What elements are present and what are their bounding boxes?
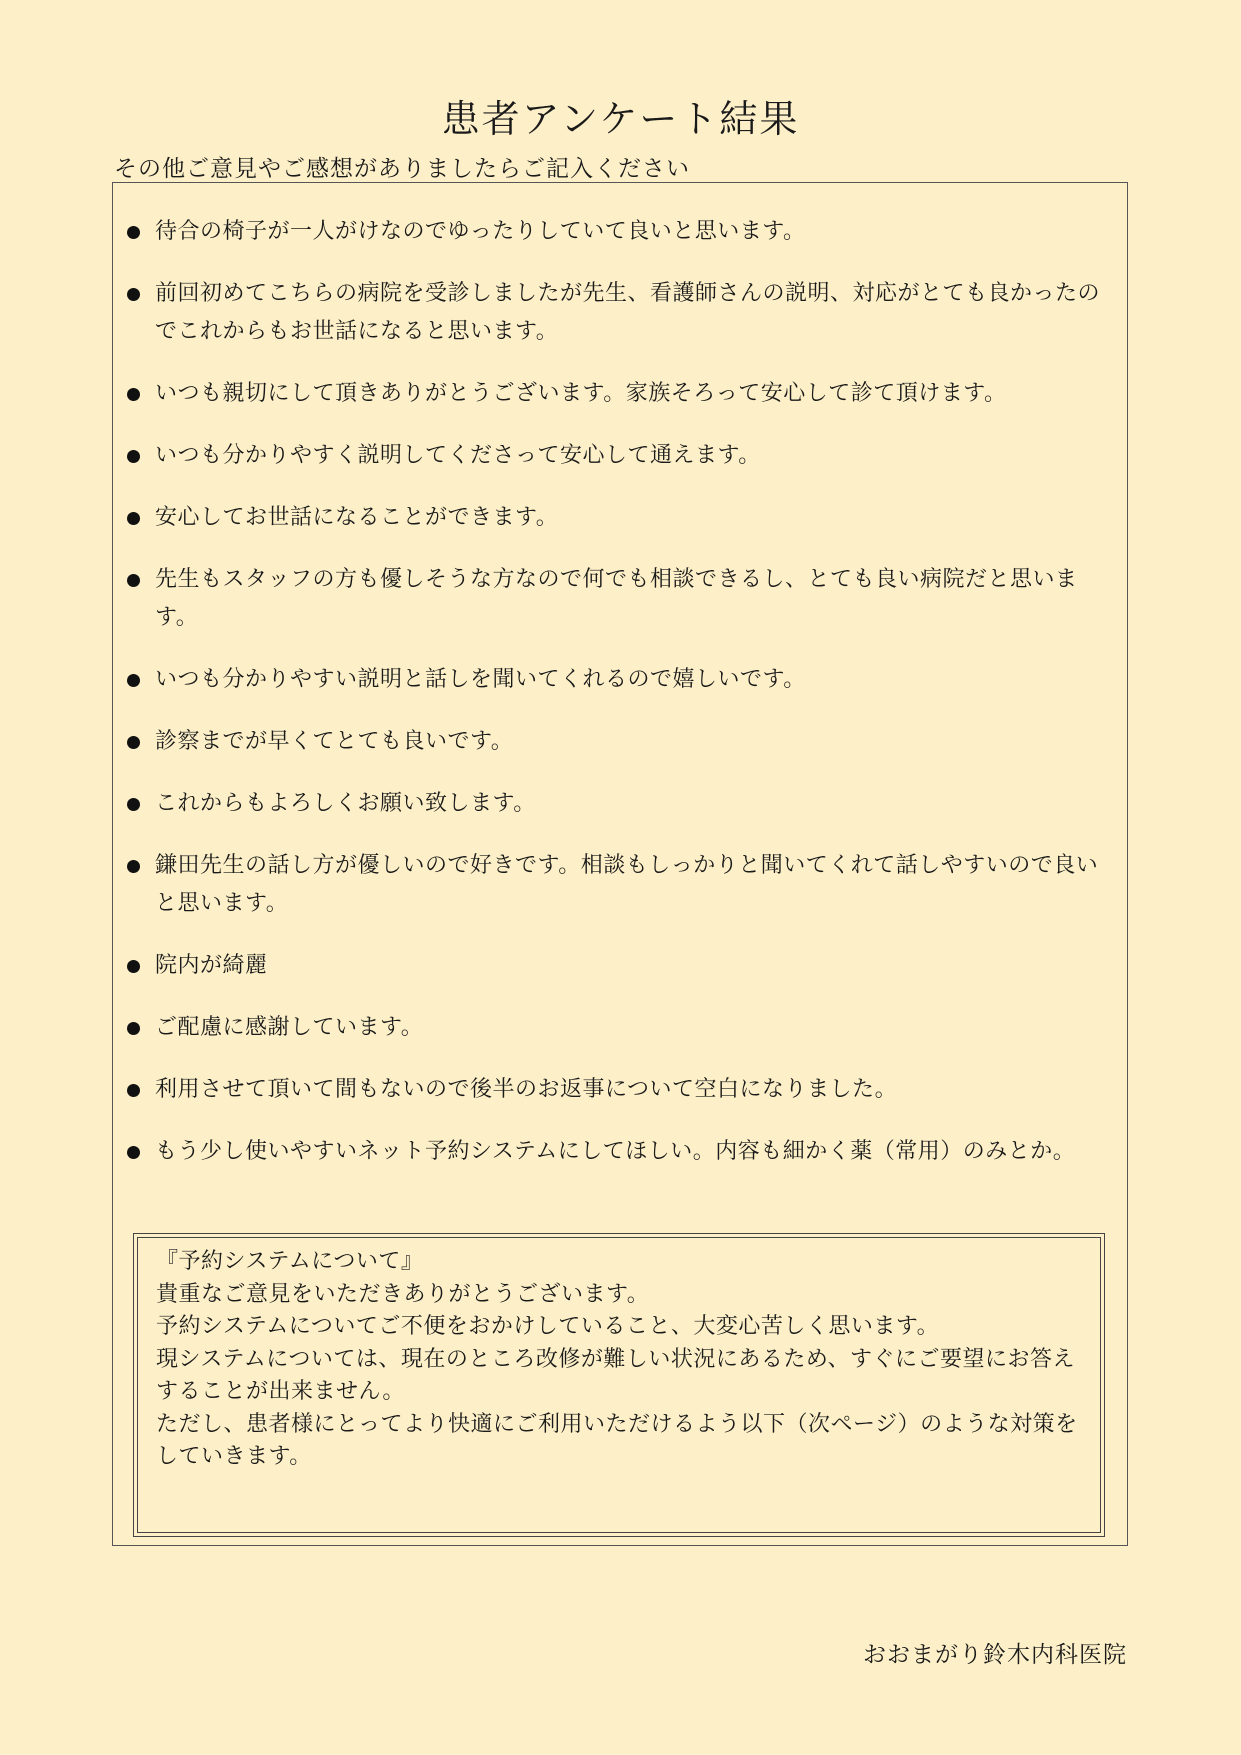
comment-text: いつも親切にして頂きありがとうございます。家族そろって安心して診て頂けます。: [155, 381, 1007, 406]
comment-item: [127, 661, 1117, 699]
comment-text: 利用させて頂いて間もないので後半のお返事について空白になりました。: [155, 1077, 898, 1102]
bullet-icon: [127, 288, 140, 301]
comment-text: 診察までが早くてとても良いです。: [155, 729, 514, 754]
reply-heading: 『予約システムについて』: [156, 1249, 424, 1274]
clinic-reply-content: [137, 1237, 1101, 1533]
bullet-icon: [127, 736, 140, 749]
comment-text: 鎌田先生の話し方が優しいので好きです。相談もしっかりと聞いてくれて話しやすいので良いと思います。: [155, 853, 1099, 916]
bullet-icon: [127, 226, 140, 239]
comment-text: 安心してお世話になることができます。: [155, 505, 559, 530]
comment-item: [127, 561, 1117, 637]
reply-line: ただし、患者様にとってより快適にご利用いただけるよう以下（次ページ）のような対策をしていきます。: [156, 1411, 1078, 1469]
comments-box: [112, 182, 1128, 1546]
bullet-icon: [127, 860, 140, 873]
comment-item: [127, 213, 1117, 251]
comment-item: [127, 847, 1117, 923]
bullet-icon: [127, 1146, 140, 1159]
comment-list: [127, 183, 1117, 1195]
reply-line: 貴重なご意見をいただきありがとうございます。: [156, 1281, 650, 1307]
bullet-icon: [127, 1022, 140, 1035]
comment-text: いつも分かりやすい説明と話しを聞いてくれるので嬉しいです。: [155, 667, 806, 692]
bullet-icon: [127, 388, 140, 401]
bullet-icon: [127, 512, 140, 525]
comment-text: ご配慮に感謝しています。: [155, 1015, 424, 1040]
survey-question: その他ご意見やご感想がありましたらご記入ください: [114, 156, 690, 182]
comment-item: [127, 499, 1117, 537]
reply-line: 予約システムについてご不便をおかけしていること、大変心苦しく思います。: [156, 1314, 940, 1339]
comment-item: [127, 1133, 1117, 1171]
reply-line: 現システムについては、現在のところ改修が難しい状況にあるため、すぐにご要望にお答えすることが出来ません。: [156, 1346, 1075, 1404]
bullet-icon: [127, 1084, 140, 1097]
comment-item: [127, 275, 1117, 351]
comment-item: [127, 785, 1117, 823]
clinic-reply-box: [133, 1233, 1105, 1537]
comment-item: [127, 375, 1117, 413]
comment-text: 先生もスタッフの方も優しそうな方なので何でも相談できるし、とても良い病院だと思います。: [155, 567, 1078, 630]
comment-text: もう少し使いやすいネット予約システムにしてほしい。内容も細かく薬（常用）のみとか。: [155, 1139, 1076, 1164]
comment-item: [127, 1009, 1117, 1047]
comment-item: [127, 437, 1117, 475]
bullet-icon: [127, 798, 140, 811]
comment-text: いつも分かりやすく説明してくださって安心して通えます。: [155, 443, 761, 468]
comment-item: [127, 947, 1117, 985]
comment-text: 待合の椅子が一人がけなのでゆったりしていて良いと思います。: [155, 219, 806, 244]
page-title: 患者アンケート結果: [441, 97, 800, 141]
bullet-icon: [127, 674, 140, 687]
bullet-icon: [127, 450, 140, 463]
bullet-icon: [127, 960, 140, 973]
comment-text: 院内が綺麗: [155, 953, 268, 978]
comment-text: これからもよろしくお願い致します。: [155, 791, 536, 816]
comment-item: [127, 1071, 1117, 1109]
comment-text: 前回初めてこちらの病院を受診しましたが先生、看護師さんの説明、対応がとても良かったのでこれからもお世話になると思います。: [155, 281, 1101, 344]
comment-item: [127, 723, 1117, 761]
bullet-icon: [127, 574, 140, 587]
clinic-name: おおまがり鈴木内科医院: [863, 1642, 1127, 1668]
